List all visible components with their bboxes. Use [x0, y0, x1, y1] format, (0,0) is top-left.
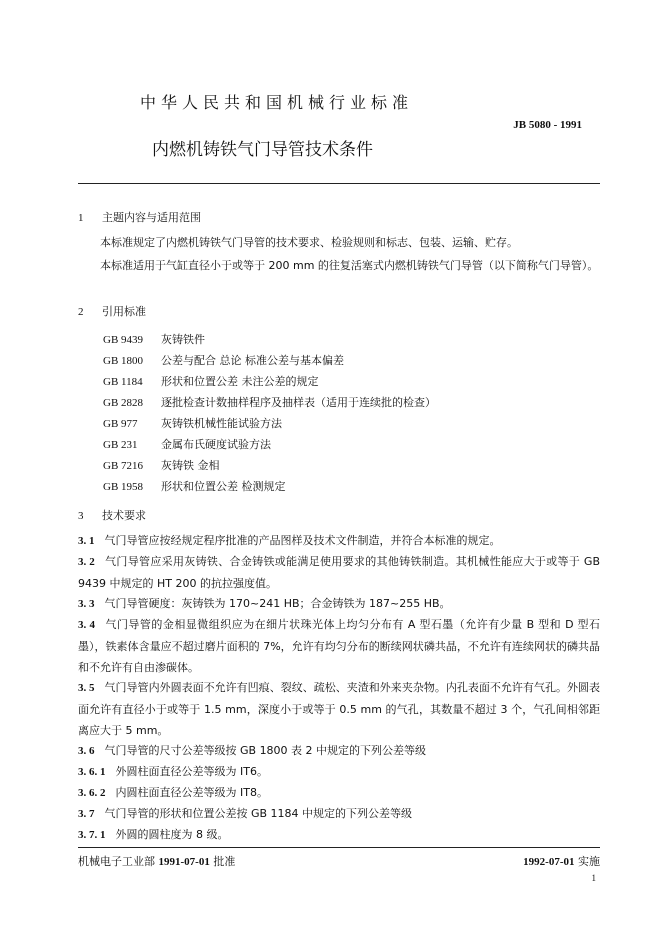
approval-label: 批准: [213, 855, 236, 868]
clause-number: 3. 3: [78, 598, 95, 610]
clause-3-6: [78, 740, 600, 762]
approval-dept: 机械电子工业部: [78, 855, 155, 868]
reference-name: 金属布氏硬度试验方法: [161, 438, 271, 451]
reference-item: [103, 373, 319, 389]
page-number: 1: [591, 873, 596, 883]
clause-number: 3. 7. 1: [78, 829, 106, 841]
clause-text: 气门导管的形状和位置公差按 GB 1184 中规定的下列公差等级: [104, 807, 413, 820]
reference-item: [103, 394, 436, 410]
document-title: 内燃机铸铁气门导管技术条件: [152, 140, 373, 160]
section-heading-2: [78, 303, 146, 319]
reference-name: 灰铸铁机械性能试验方法: [161, 417, 282, 430]
clause-number: 3. 1: [78, 535, 95, 547]
implementation-line: [523, 853, 600, 869]
clause-3-7: [78, 803, 600, 825]
clause-number: 3. 2: [78, 556, 95, 568]
reference-code: GB 1958: [103, 481, 144, 493]
reference-code: GB 977: [103, 418, 138, 430]
reference-name: 形状和位置公差 未注公差的规定: [161, 375, 319, 388]
clause-text: 气门导管的金相显微组织应为在细片状珠光体上均匀分布有 A 型石墨（允许有少量 B 型和 D 型石墨），铁素体含量应不超过磨片面积的 7%，允许有均匀分布的断续网状磷共晶，不允许有连续网状的磷共晶和不允许有自由渗碳体。: [78, 618, 600, 674]
reference-code: GB 2828: [103, 397, 144, 409]
clause-3-5: [78, 677, 600, 741]
reference-item: [103, 478, 286, 494]
clause-text: 气门导管应按经规定程序批准的产品图样及技术文件制造，并符合本标准的规定。: [104, 534, 501, 547]
reference-item: [103, 331, 205, 347]
reference-name: 灰铸铁件: [161, 333, 205, 346]
reference-item: [103, 436, 271, 452]
clause-number: 3. 7: [78, 808, 95, 820]
section-title: 技术要求: [102, 509, 146, 522]
clause-text: 内圆柱面直径公差等级为 IT8。: [115, 786, 268, 799]
clause-3-6-1: [78, 761, 600, 783]
clause-number: 3. 6. 2: [78, 787, 106, 799]
section-heading-3: [78, 507, 146, 523]
section-title: 引用标准: [102, 305, 146, 318]
clause-number: 3. 6. 1: [78, 766, 106, 778]
section-heading-1: [78, 209, 201, 225]
reference-name: 逐批检查计数抽样程序及抽样表（适用于连续批的检查）: [161, 396, 436, 409]
reference-code: GB 231: [103, 439, 138, 451]
clause-text: 气门导管内外圆表面不允许有凹痕、裂纹、疏松、夹渣和外来夹杂物。内孔表面不允许有气孔。外圆表面允许有直径小于或等于 1.5 mm，深度小于或等于 0.5 mm 的气孔，其数量不超过 3 个，气孔间相邻距离应大于 5 mm。: [78, 681, 601, 737]
clause-3-7-1: [78, 824, 600, 846]
footer-divider: [78, 847, 600, 848]
clause-text: 气门导管硬度：灰铸铁为 170~241 HB；合金铸铁为 187~255 HB。: [104, 597, 451, 610]
reference-item: [103, 352, 344, 368]
clause-3-2: [78, 551, 600, 594]
reference-item: [103, 415, 282, 431]
standard-number: JB 5080 - 1991: [513, 119, 582, 131]
clause-3-3: [78, 593, 600, 615]
section-number: 3: [78, 510, 84, 522]
clause-text: 外圆的圆柱度为 8 级。: [115, 828, 229, 841]
clause-text: 外圆柱面直径公差等级为 IT6。: [115, 765, 268, 778]
clause-number: 3. 5: [78, 682, 95, 694]
clause-3-6-2: [78, 782, 600, 804]
paragraph: 本标准规定了内燃机铸铁气门导管的技术要求、检验规则和标志、包装、运输、贮存。: [100, 236, 518, 249]
clause-3-4: [78, 614, 600, 678]
reference-code: GB 1800: [103, 355, 144, 367]
header-divider: [78, 183, 600, 184]
implementation-date: 1992-07-01: [523, 856, 575, 868]
section-number: 1: [78, 212, 84, 224]
reference-code: GB 9439: [103, 334, 144, 346]
clause-text: 气门导管的尺寸公差等级按 GB 1800 表 2 中规定的下列公差等级: [104, 744, 427, 757]
standard-category-title: 中华人民共和国机械行业标准: [140, 93, 414, 112]
paragraph: 本标准适用于气缸直径小于或等于 200 mm 的往复活塞式内燃机铸铁气门导管（以下简称气门导管）。: [100, 259, 599, 272]
reference-code: GB 7216: [103, 460, 144, 472]
reference-name: 形状和位置公差 检测规定: [161, 480, 286, 493]
reference-code: GB 1184: [103, 376, 143, 388]
approval-line: [78, 853, 235, 869]
clause-3-1: [78, 530, 600, 552]
approval-date: 1991-07-01: [158, 856, 210, 868]
clause-number: 3. 6: [78, 745, 95, 757]
reference-name: 灰铸铁 金相: [161, 459, 220, 472]
implementation-label: 实施: [578, 855, 600, 868]
reference-item: [103, 457, 220, 473]
clause-text: 气门导管应采用灰铸铁、合金铸铁或能满足使用要求的其他铸铁制造。其机械性能应大于或等于 GB 9439 中规定的 HT 200 的抗拉强度值。: [78, 555, 600, 590]
reference-name: 公差与配合 总论 标准公差与基本偏差: [161, 354, 344, 367]
section-number: 2: [78, 306, 84, 318]
clause-number: 3. 4: [78, 619, 95, 631]
section-title: 主题内容与适用范围: [102, 211, 201, 224]
